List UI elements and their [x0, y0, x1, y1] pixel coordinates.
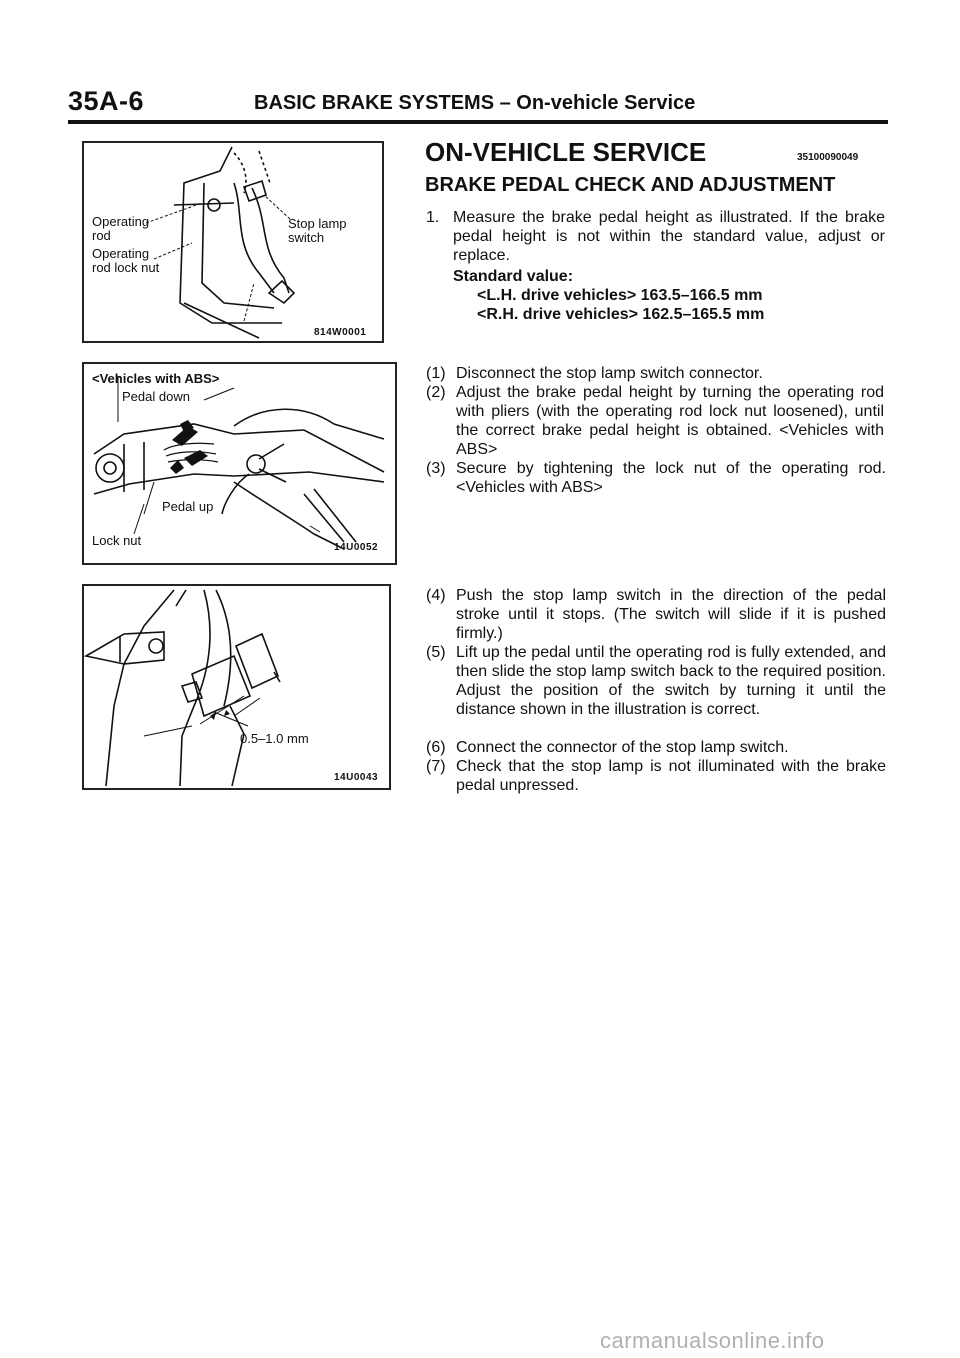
step-3-number: (3)	[426, 460, 446, 477]
subsection-title: BRAKE PEDAL CHECK AND ADJUSTMENT	[425, 174, 836, 196]
label-vehicles-with-abs: <Vehicles with ABS>	[92, 371, 220, 386]
label-pedal-up: Pedal up	[162, 499, 214, 514]
watermark: carmanualsonline.info	[600, 1328, 825, 1353]
figure-code: 14U0043	[334, 772, 379, 783]
step-5-number: (5)	[426, 644, 446, 661]
figure-rod-adjustment	[82, 362, 397, 565]
step-5-text: Lift up the pedal until the operating rod is fully extended, and then slide the stop lamp switch back to the required position. Adjust the position of the switch by turning it until the distance shown in the illustration is correct.	[456, 644, 886, 718]
section-title: ON-VEHICLE SERVICE	[425, 137, 707, 167]
switch-clearance-illustration	[84, 586, 389, 788]
header-rule	[68, 120, 888, 124]
step-6-number: (6)	[426, 739, 446, 756]
item-1-text: Measure the brake pedal height as illustrated. If the brake pedal height is not within the standard value, adjust or replace.	[453, 209, 885, 264]
step-2-number: (2)	[426, 384, 446, 401]
figure-switch-clearance	[82, 584, 391, 790]
step-1-text: Disconnect the stop lamp switch connector.	[456, 365, 763, 382]
label-clearance: 0.5–1.0 mm	[240, 731, 309, 746]
item-1-number: 1.	[426, 209, 440, 226]
page-title: BASIC BRAKE SYSTEMS – On-vehicle Service	[254, 92, 696, 114]
label-lock-nut: Lock nut	[92, 533, 142, 548]
step-4-number: (4)	[426, 587, 446, 604]
figure-pedal-height	[82, 141, 384, 343]
label-operating-rod: Operating rod	[92, 214, 150, 243]
step-7-number: (7)	[426, 758, 446, 775]
step-2-text: Adjust the brake pedal height by turning the operating rod with pliers (with the operating rod lock nut loosened), until the correct brake pedal height is obtained. <Vehicles with ABS>	[456, 384, 884, 458]
standard-value-rh: <R.H. drive vehicles> 162.5–165.5 mm	[477, 306, 765, 323]
page-code: 35A-6	[68, 86, 145, 116]
label-stop-lamp-switch: Stop lamp switch	[288, 216, 347, 245]
step-7-text: Check that the stop lamp is not illuminated with the brake pedal unpressed.	[456, 758, 886, 794]
label-operating-rod-lock-nut: Operating rod lock nut	[92, 246, 160, 275]
label-pedal-down: Pedal down	[122, 389, 190, 404]
standard-value-lh: <L.H. drive vehicles> 163.5–166.5 mm	[477, 287, 763, 304]
step-4-text: Push the stop lamp switch in the direction of the pedal stroke until it stops. (The switch will slide if it is pushed firmly.)	[456, 587, 886, 642]
section-code: 35100090049	[797, 152, 859, 163]
figure-code: 14U0052	[334, 542, 379, 553]
standard-value-label: Standard value:	[453, 268, 574, 285]
step-1-number: (1)	[426, 365, 446, 382]
figure-code: 814W0001	[314, 327, 367, 338]
step-6-text: Connect the connector of the stop lamp switch.	[456, 739, 789, 756]
step-3-text: Secure by tightening the lock nut of the operating rod. <Vehicles with ABS>	[456, 460, 886, 496]
